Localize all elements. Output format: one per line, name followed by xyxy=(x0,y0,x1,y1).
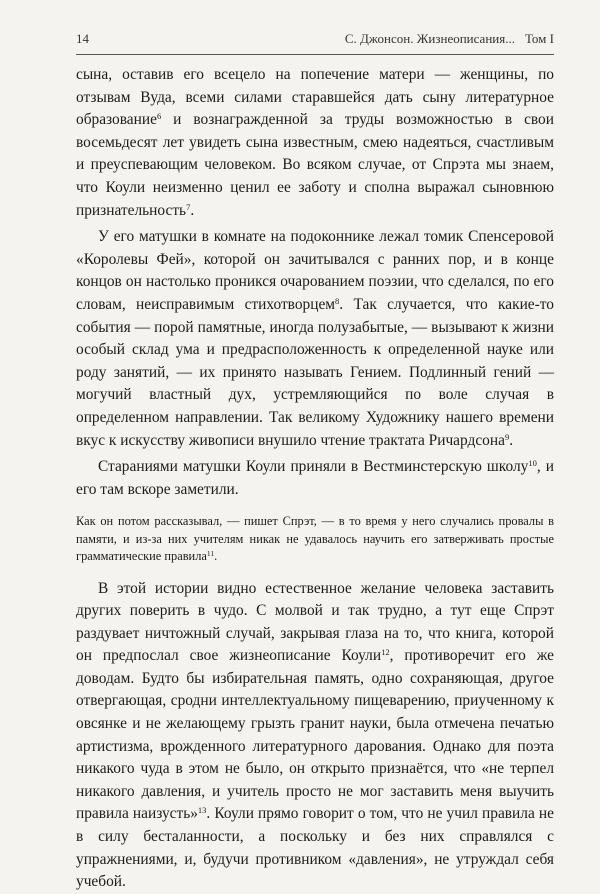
paragraph-text: Стараниями матушки Коули приняли в Вестминстерскую школу xyxy=(98,458,529,476)
paragraph-text: У его матушки в комнате на подоконнике лежал томик Спенсеровой «Королевы Фей», которой он зачитывался с ранних пор, и в конце концов он настолько проникся очарованием поэзии, что сделался, по его словам, неисправимым стихотворцем xyxy=(76,228,554,313)
footnote-ref[interactable]: 9 xyxy=(504,431,510,442)
running-title-group xyxy=(345,31,554,47)
footnote-ref[interactable]: 8 xyxy=(335,295,340,306)
footnote-ref[interactable]: 6 xyxy=(156,111,162,122)
quote-text: . xyxy=(214,549,218,564)
paragraph-text: . Так случается, что какие-то события — порой памятные, иногда полузабытые, — вызывают к жизни особый склад ума и предрасположенность к определенной науке или роду занятий, — их принято называть Гением. Подлинный гений — могучий властный дух, устремляющийся по воле случая в определенном направлении. Так великому Художнику нашего времени вкус к искусству живописи внушило чтение трактата Ричардсона xyxy=(76,295,554,449)
quote-text: Как он потом рассказывал, — пишет Спрэт, — в то время у него случались провалы в памяти, и из-за них учителям никак не удавалось научить его затверживать простые грамматические правила xyxy=(76,514,554,564)
paragraph-text: и вознагражденной за труды возможностью в свои восемьдесят лет увидеть сына известным, смею надеяться, счастливым и преуспевающим человеком. Во всяком случае, от Спрэта мы знаем, что Коули неизменно ценил ее заботу и сполна выражал сыновнюю признательность xyxy=(76,111,554,219)
footnote-ref[interactable]: 13 xyxy=(197,805,207,816)
footnote-ref[interactable]: 12 xyxy=(381,647,390,658)
paragraph-1 xyxy=(76,64,554,222)
paragraph-text: В этой истории видно естественное желание человека заставить других поверить в чудо. С молвой и так трудно, а тут еще Спрэт раздувает ничтожный случай, закрывая глаза на то, что книга, которой он предпослал свое жизнеописание Коули xyxy=(76,579,554,665)
page-number: 14 xyxy=(76,31,89,46)
paragraph-text: . Коули прямо говорит о том, что не учил правила не в силу бесталанности, а поскольку и без них справлялся с упражнениями, и, будучи противником «давления», не утруждал себя учебой. xyxy=(76,805,554,891)
block-quote xyxy=(76,513,554,565)
main-text xyxy=(76,64,554,894)
paragraph-2 xyxy=(76,226,554,452)
paragraph-text: . xyxy=(190,201,195,219)
paragraph-text: , противоречит его же доводам. Будто бы избирательная память, одно сохраняющая, другое отвергающая, сродни интеллектуальному пищеварению, приученному к овсянке и не желающему грызть гранит науки, была отмечена печатью артистизма, врожденного литературного дарования. Однако для поэта никакого чуда в этом не было, он открыто признаётся, что «не терпел никакого давления, и учитель просто не мог заставить меня выучить правила наизусть» xyxy=(76,647,554,823)
paragraph-4 xyxy=(76,578,554,894)
paragraph-text: сына, оставив его всецело на попечение матери — женщины, по отзывам Вуда, всеми силами старавшейся дать сыну литературное образование xyxy=(76,66,554,129)
running-header xyxy=(76,31,554,49)
volume-label: Том I xyxy=(524,31,554,46)
running-title: С. Джонсон. Жизнеописания... xyxy=(344,31,515,46)
footnote-ref[interactable]: 11 xyxy=(206,549,215,559)
paragraph-text: , и его там вскоре заметили. xyxy=(76,458,554,498)
paragraph-3 xyxy=(76,456,554,501)
footnote-ref[interactable]: 10 xyxy=(528,458,537,469)
paragraph-text: . xyxy=(509,431,514,449)
header-rule xyxy=(76,54,554,55)
footnote-ref[interactable]: 7 xyxy=(186,201,191,212)
